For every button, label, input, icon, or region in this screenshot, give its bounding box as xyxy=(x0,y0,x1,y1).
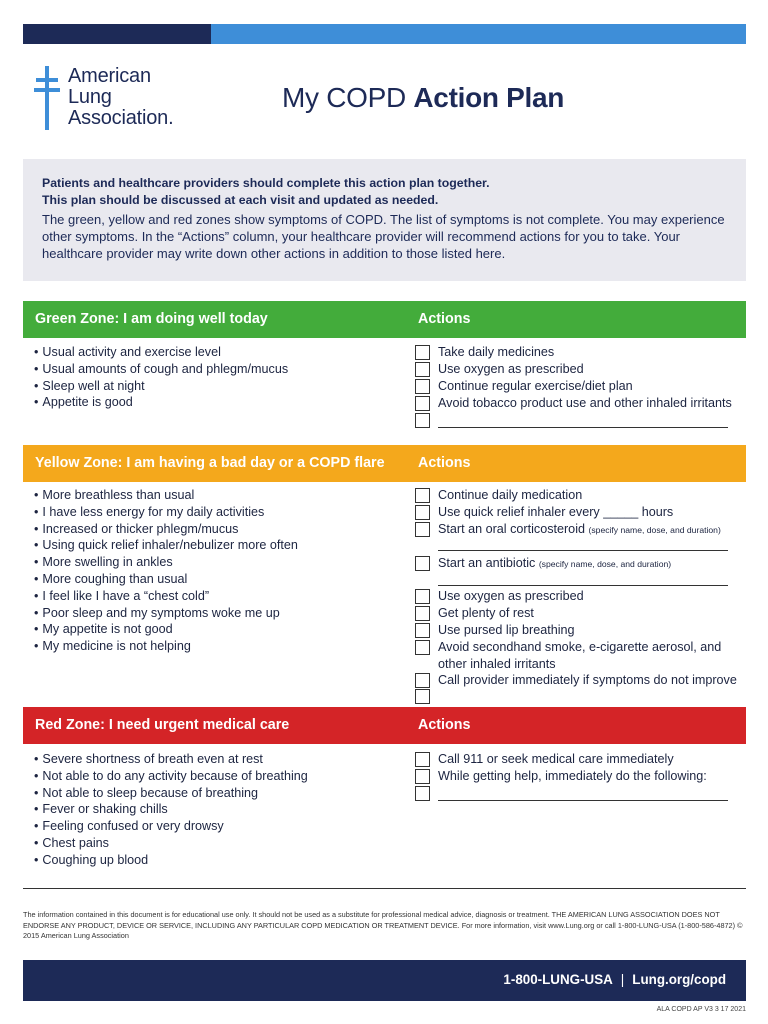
action-label: Get plenty of rest xyxy=(438,606,534,620)
red-zone-header xyxy=(23,707,746,744)
action-label: Use oxygen as prescribed xyxy=(438,589,584,603)
checkbox[interactable] xyxy=(415,345,430,360)
checkbox[interactable] xyxy=(415,379,430,394)
yellow-zone-title: Yellow Zone: I am having a bad day or a COPD flare xyxy=(35,455,385,471)
action-text: Start an antibiotic xyxy=(438,556,536,570)
logo-line-2: Lung xyxy=(68,86,112,108)
action-label: Continue regular exercise/diet plan xyxy=(438,379,633,393)
yellow-action-5 xyxy=(415,588,584,605)
green-action-3 xyxy=(415,378,633,395)
intro-body: The green, yellow and red zones show symptoms of COPD. The list of symptoms is not complete. You may experience other symptoms. In the “Actions” column, your healthcare provider will recommend actions for you to take. Your healthcare provider may write down other actions in addition to those listed here. xyxy=(42,212,725,261)
green-action-2 xyxy=(415,361,584,378)
write-in-line[interactable] xyxy=(438,785,728,801)
green-symptom-list xyxy=(34,344,288,411)
red-action-2 xyxy=(415,768,707,785)
list-item: • Severe shortness of breath even at rest xyxy=(34,751,308,768)
action-label: Take daily medicines xyxy=(438,345,555,359)
green-zone-title: Green Zone: I am doing well today xyxy=(35,311,268,327)
top-bar-navy-segment xyxy=(23,24,211,44)
list-item: • Poor sleep and my symptoms woke me up xyxy=(34,605,298,622)
checkbox[interactable] xyxy=(415,640,430,655)
action-line-2: other inhaled irritants xyxy=(438,656,556,671)
title-bold: Action Plan xyxy=(413,82,565,113)
yellow-action-6 xyxy=(415,605,534,622)
list-item: • I feel like I have a “chest cold” xyxy=(34,588,298,605)
checkbox[interactable] xyxy=(415,488,430,503)
green-action-1 xyxy=(415,344,554,361)
yellow-action-3 xyxy=(415,521,721,539)
action-text: Start an oral corticosteroid xyxy=(438,522,585,536)
checkbox[interactable] xyxy=(415,505,430,520)
red-zone-actions-label: Actions xyxy=(418,717,471,733)
checkbox[interactable] xyxy=(415,689,430,704)
action-label: While getting help, immediately do the following: xyxy=(438,769,707,783)
list-item: • Usual amounts of cough and phlegm/mucus xyxy=(34,361,288,378)
footer-separator: | xyxy=(620,972,625,987)
page-title xyxy=(282,82,564,114)
write-in-line[interactable] xyxy=(438,550,728,551)
action-label xyxy=(438,555,671,573)
checkbox[interactable] xyxy=(415,752,430,767)
footer-phone[interactable]: 1-800-LUNG-USA xyxy=(503,972,613,987)
logo-line-1: American xyxy=(68,65,151,87)
yellow-action-custom xyxy=(415,688,430,704)
action-label: Call provider immediately if symptoms do not improve xyxy=(438,673,737,687)
version-code: ALA COPD AP V3 3 17 2021 xyxy=(656,1006,746,1013)
list-item: • My medicine is not helping xyxy=(34,638,298,655)
footer-contact xyxy=(503,972,726,987)
checkbox[interactable] xyxy=(415,786,430,801)
list-item: • I have less energy for my daily activities xyxy=(34,504,298,521)
list-item: • More breathless than usual xyxy=(34,487,298,504)
write-in-line[interactable] xyxy=(438,412,728,428)
list-item: • Fever or shaking chills xyxy=(34,801,308,818)
divider xyxy=(23,888,746,889)
list-item: • Feeling confused or very drowsy xyxy=(34,818,308,835)
list-item: • Chest pains xyxy=(34,835,308,852)
top-bar-blue-segment xyxy=(211,24,746,44)
disclaimer-text: The information contained in this document is for educational use only. It should not be used as a substitute for professional medical advice, diagnosis or treatment. THE AMERICAN LUNG ASSOCIATION DOES NOT ENDORSE ANY PRODUCT, DEVICE OR SERVICE, INCLUDING ANY PARTICULAR COPD MEDICATION OR TREATMENT DEVICE. For more information, visit www.Lung.org or call 1-800-LUNG-USA (1-800-586-4872) © 2015 American Lung Association xyxy=(23,910,743,940)
green-action-custom xyxy=(415,412,728,428)
checkbox[interactable] xyxy=(415,769,430,784)
checkbox[interactable] xyxy=(415,522,430,537)
yellow-zone-header xyxy=(23,445,746,482)
list-item: • My appetite is not good xyxy=(34,621,298,638)
footer-bar xyxy=(23,960,746,1001)
action-line-1: Avoid secondhand smoke, e-cigarette aerosol, and xyxy=(438,640,722,654)
title-regular: My COPD xyxy=(282,82,414,113)
checkbox[interactable] xyxy=(415,396,430,411)
top-color-bar xyxy=(23,24,746,44)
red-action-custom xyxy=(415,785,728,801)
action-label: Continue daily medication xyxy=(438,488,583,502)
list-item: • Increased or thicker phlegm/mucus xyxy=(34,521,298,538)
green-zone-actions-label: Actions xyxy=(418,311,471,327)
list-item: • More swelling in ankles xyxy=(34,554,298,571)
intro-box xyxy=(23,159,746,281)
red-zone-title: Red Zone: I need urgent medical care xyxy=(35,717,290,733)
green-zone-header xyxy=(23,301,746,338)
list-item: • Usual activity and exercise level xyxy=(34,344,288,361)
list-item: • Appetite is good xyxy=(34,394,288,411)
logo-wordmark xyxy=(68,66,173,129)
action-label: Use oxygen as prescribed xyxy=(438,362,584,376)
checkbox[interactable] xyxy=(415,623,430,638)
logo-line-3: Association. xyxy=(68,107,174,129)
yellow-zone-actions-label: Actions xyxy=(418,455,471,471)
checkbox[interactable] xyxy=(415,362,430,377)
yellow-action-2 xyxy=(415,504,673,521)
action-label xyxy=(438,639,721,673)
action-label xyxy=(438,521,721,539)
action-label: Avoid tobacco product use and other inhaled irritants xyxy=(438,396,732,410)
list-item: • Sleep well at night xyxy=(34,378,288,395)
write-in-line[interactable] xyxy=(438,585,728,586)
yellow-symptom-list xyxy=(34,487,298,655)
checkbox[interactable] xyxy=(415,673,430,688)
list-item: • Using quick relief inhaler/nebulizer more often xyxy=(34,537,298,554)
list-item: • More coughing than usual xyxy=(34,571,298,588)
list-item: • Not able to sleep because of breathing xyxy=(34,785,308,802)
action-label: Use quick relief inhaler every _____ hours xyxy=(438,505,674,519)
american-lung-association-logo xyxy=(34,66,173,130)
action-label: Call 911 or seek medical care immediately xyxy=(438,752,674,766)
yellow-action-7 xyxy=(415,622,575,639)
yellow-action-9 xyxy=(415,672,737,689)
intro-line-2: This plan should be discussed at each visit and updated as needed. xyxy=(42,193,439,207)
footer-url-link[interactable]: Lung.org/copd xyxy=(632,972,726,987)
checkbox[interactable] xyxy=(415,606,430,621)
action-note: (specify name, dose, and duration) xyxy=(538,559,672,569)
yellow-action-4 xyxy=(415,555,671,573)
green-action-4 xyxy=(415,395,732,412)
yellow-action-1 xyxy=(415,487,582,504)
intro-line-1: Patients and healthcare providers should complete this action plan together. xyxy=(42,176,490,190)
action-label: Use pursed lip breathing xyxy=(438,623,575,637)
yellow-action-8 xyxy=(415,639,721,673)
checkbox[interactable] xyxy=(415,589,430,604)
checkbox[interactable] xyxy=(415,556,430,571)
double-barred-cross-icon xyxy=(34,66,60,130)
checkbox[interactable] xyxy=(415,413,430,428)
red-symptom-list xyxy=(34,751,308,869)
list-item: • Not able to do any activity because of breathing xyxy=(34,768,308,785)
list-item: • Coughing up blood xyxy=(34,852,308,869)
red-action-1 xyxy=(415,751,674,768)
action-note: (specify name, dose, and duration) xyxy=(588,525,721,535)
